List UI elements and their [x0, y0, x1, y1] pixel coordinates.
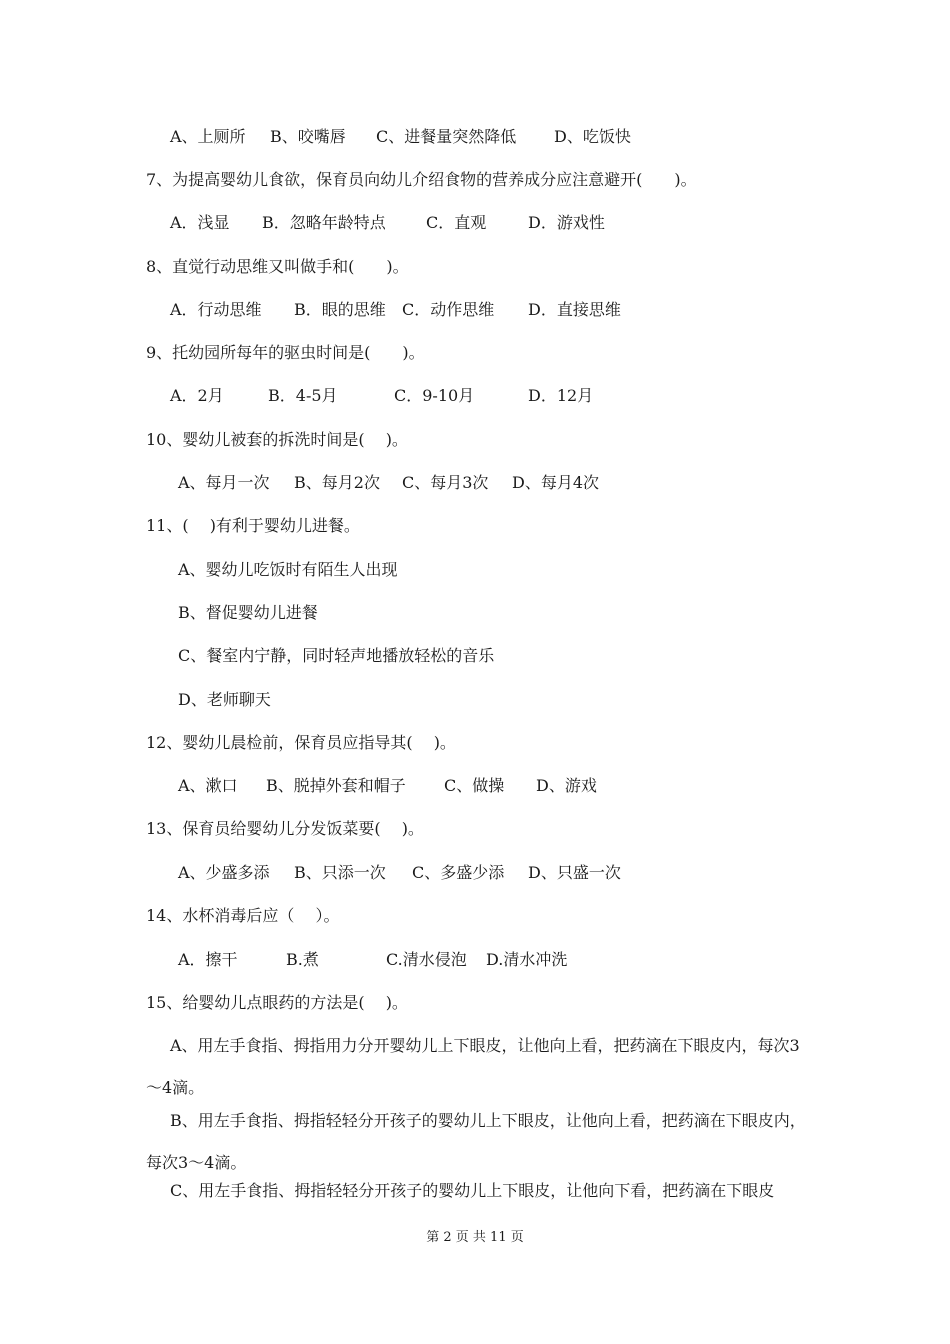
q6-option-c: C、进餐量突然降低 [376, 127, 517, 146]
q12-option-a: A、漱口 [178, 776, 238, 795]
q9-option-c: C．9-10月 [394, 386, 475, 405]
q11-stem: 11、( )有利于婴幼儿进餐。 [146, 516, 360, 535]
q10-option-b: B、每月2次 [294, 473, 380, 492]
q13-stem: 13、保育员给婴幼儿分发饭菜要( )。 [146, 819, 424, 838]
q14-option-b: B.煮 [286, 950, 319, 969]
q12-option-d: D、游戏 [536, 776, 597, 795]
q7-option-c: C．直观 [426, 213, 487, 232]
q15-option-c: C、用左手食指、拇指轻轻分开孩子的婴幼儿上下眼皮，让他向下看，把药滴在下眼皮 [170, 1181, 775, 1200]
q9-option-d: D．12月 [528, 386, 594, 405]
q14-option-a: A．擦干 [178, 950, 238, 969]
q7-option-a: A．浅显 [170, 213, 230, 232]
q8-option-d: D．直接思维 [528, 300, 621, 319]
q11-option-d: D、老师聊天 [178, 690, 271, 709]
q7-stem: 7、为提高婴幼儿食欲，保育员向幼儿介绍食物的营养成分应注意避开( )。 [146, 170, 697, 189]
q10-option-d: D、每月4次 [512, 473, 600, 492]
q7-option-b: B．忽略年龄特点 [262, 213, 386, 232]
q12-option-c: C、做操 [444, 776, 505, 795]
q10-stem: 10、婴幼儿被套的拆洗时间是( )。 [146, 430, 408, 449]
q13-option-a: A、少盛多添 [178, 863, 270, 882]
q10-option-a: A、每月一次 [178, 473, 270, 492]
q10-option-c: C、每月3次 [402, 473, 489, 492]
page-footer: 第 2 页 共 11 页 [426, 1230, 524, 1245]
q13-option-c: C、多盛少添 [412, 863, 505, 882]
q11-option-a: A、婴幼儿吃饭时有陌生人出现 [178, 560, 398, 579]
q15-option-a: A、用左手食指、拇指用力分开婴幼儿上下眼皮，让他向上看，把药滴在下眼皮内，每次3～4滴。 [146, 1036, 800, 1097]
q8-option-b: B．眼的思维 [294, 300, 386, 319]
q8-option-a: A．行动思维 [170, 300, 262, 319]
q12-stem: 12、婴幼儿晨检前，保育员应指导其( )。 [146, 733, 456, 752]
q6-option-d: D、吃饭快 [554, 127, 631, 146]
q9-option-a: A．2月 [170, 386, 224, 405]
q14-option-d: D.清水冲洗 [486, 950, 568, 969]
q11-option-c: C、餐室内宁静，同时轻声地播放轻松的音乐 [178, 646, 495, 665]
q15-stem: 15、给婴幼儿点眼药的方法是( )。 [146, 993, 408, 1012]
q6-option-a: A、上厕所 [170, 127, 246, 146]
q14-option-c: C.清水侵泡 [386, 950, 467, 969]
q8-option-c: C．动作思维 [402, 300, 495, 319]
q6-option-b: B、咬嘴唇 [270, 127, 346, 146]
q12-option-b: B、脱掉外套和帽子 [266, 776, 406, 795]
q14-stem: 14、水杯消毒后应（ ）。 [146, 906, 340, 925]
q11-option-b: B、督促婴幼儿进餐 [178, 603, 318, 622]
q13-option-b: B、只添一次 [294, 863, 386, 882]
q9-option-b: B．4-5月 [268, 386, 338, 405]
q8-stem: 8、直觉行动思维又叫做手和( )。 [146, 257, 409, 276]
q9-stem: 9、托幼园所每年的驱虫时间是( )。 [146, 343, 425, 362]
q7-option-d: D．游戏性 [528, 213, 605, 232]
q13-option-d: D、只盛一次 [528, 863, 621, 882]
q15-option-b: B、用左手食指、拇指轻轻分开孩子的婴幼儿上下眼皮，让他向上看，把药滴在下眼皮内，每次3～4滴。 [146, 1111, 806, 1172]
